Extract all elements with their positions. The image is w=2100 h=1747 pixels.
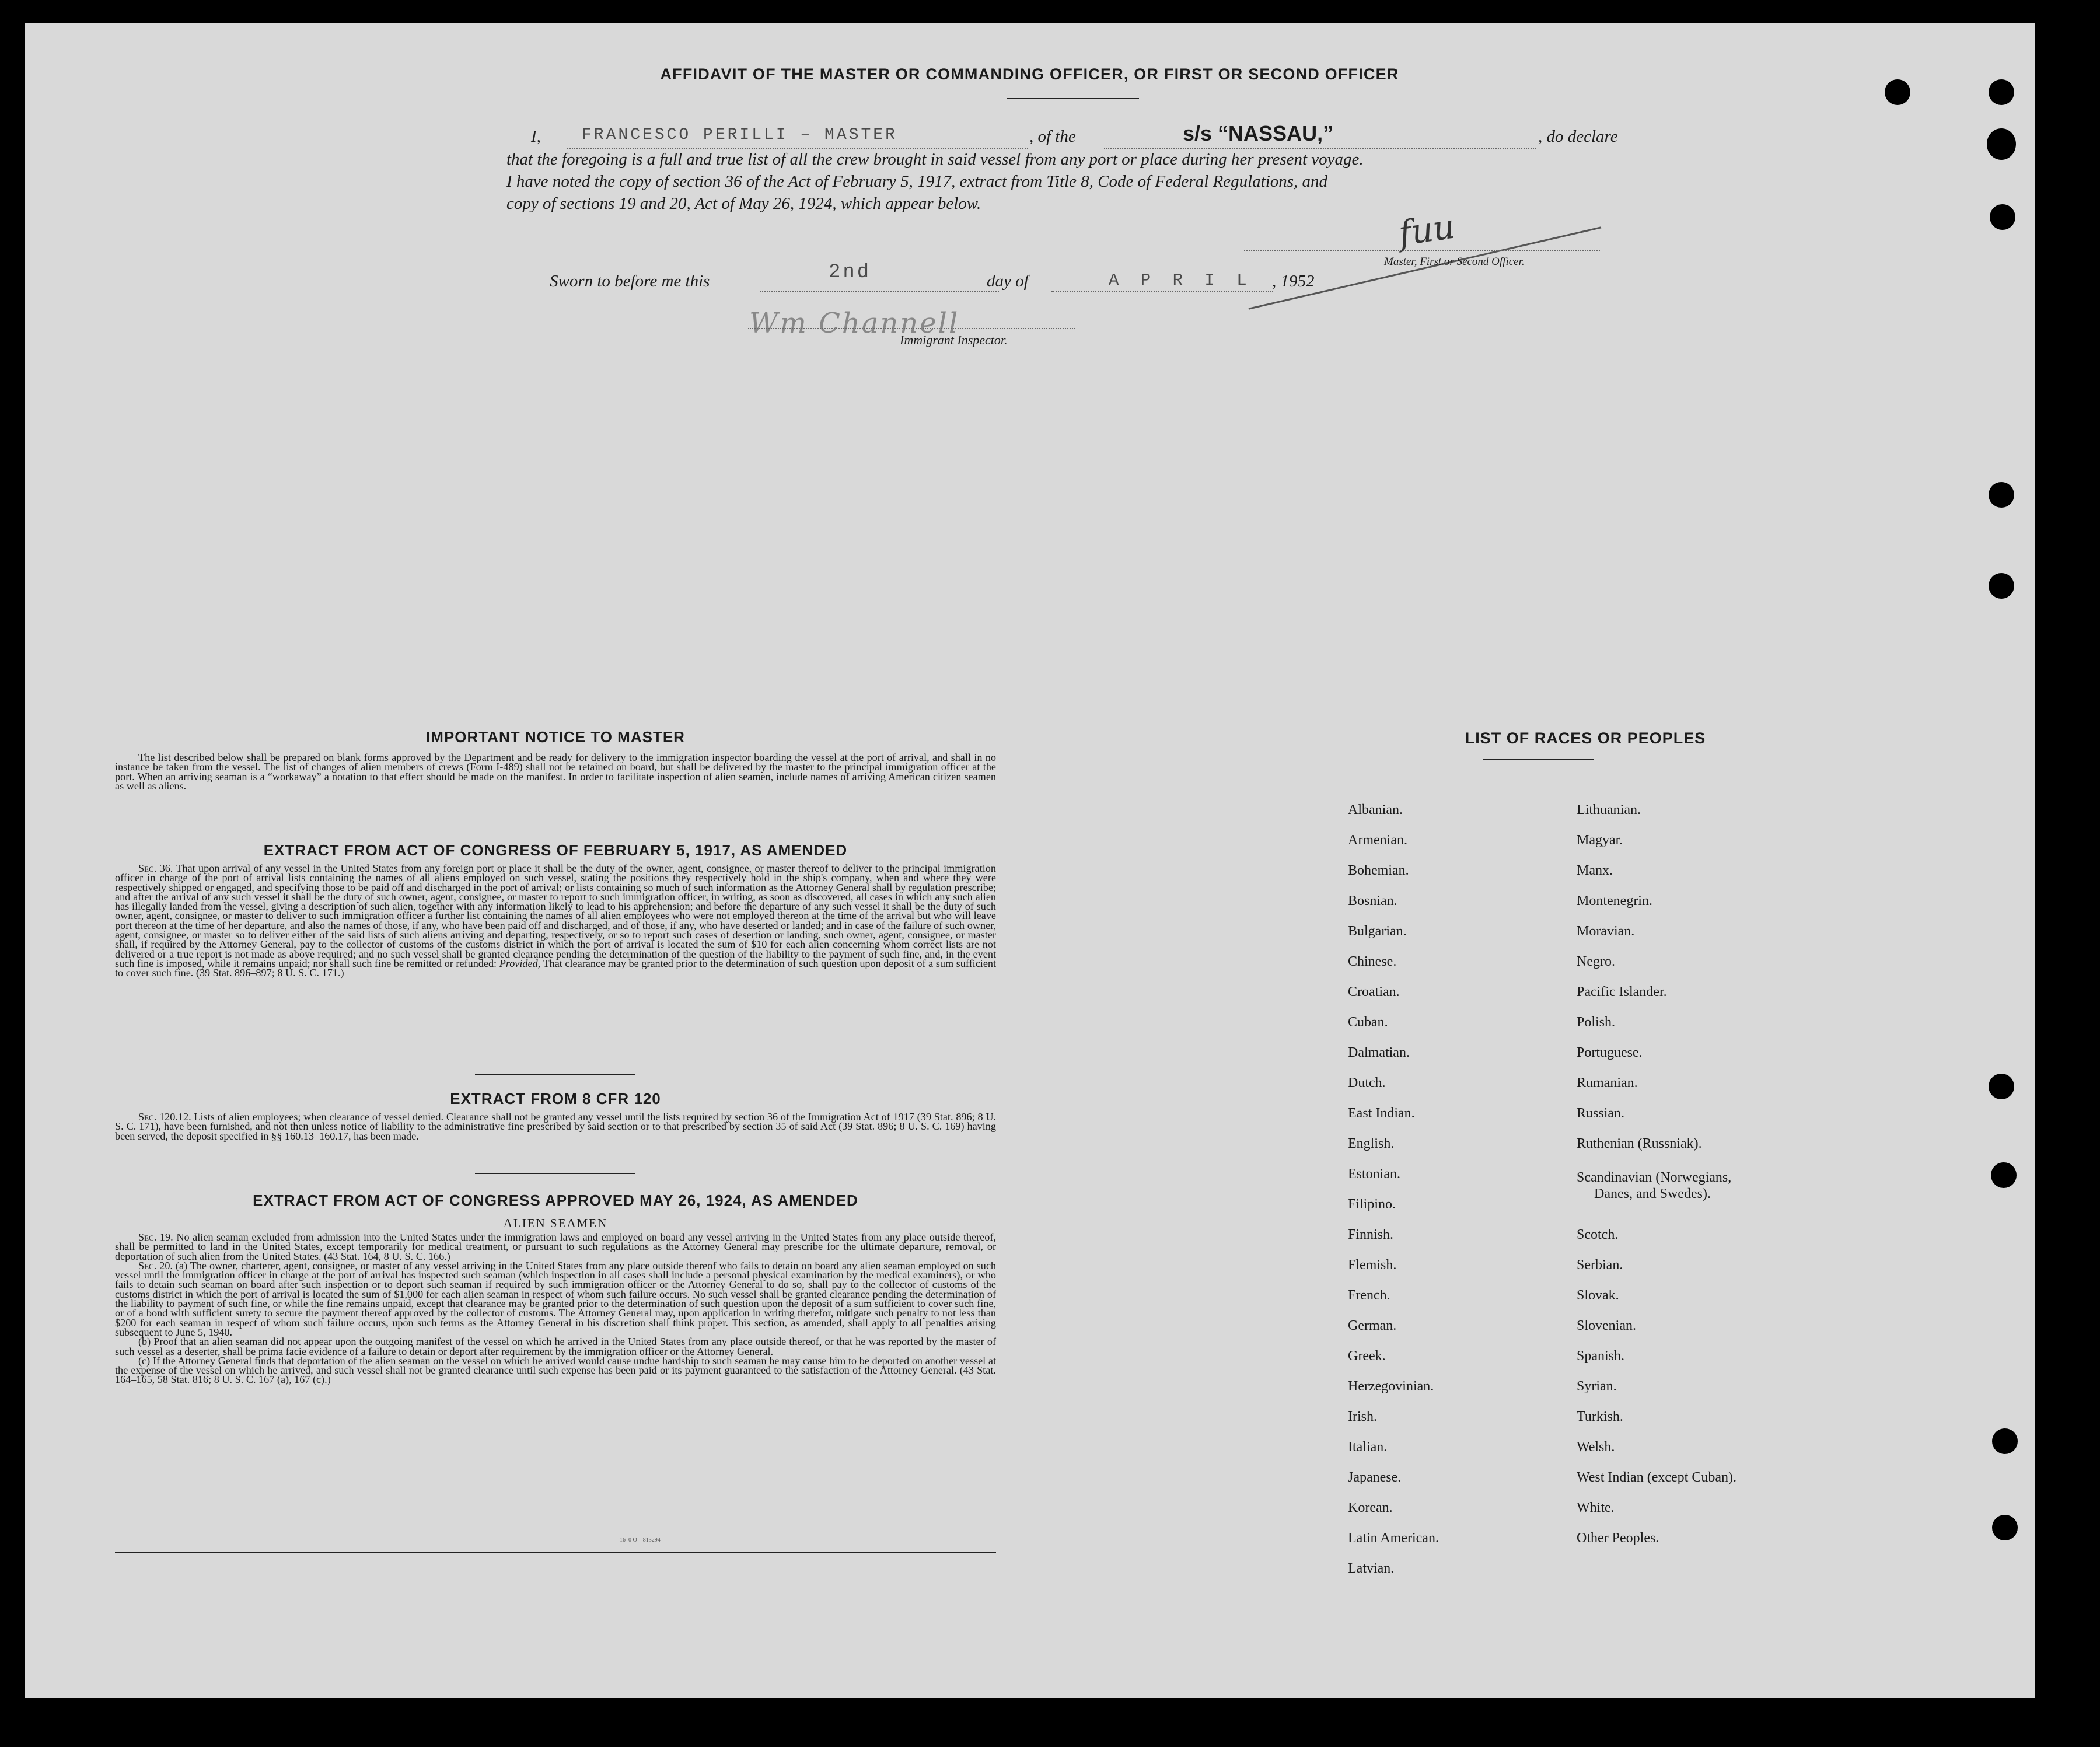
extract-1917-paragraph bbox=[115, 864, 996, 978]
race-item-left: Korean. bbox=[1348, 1500, 1393, 1515]
sworn-month: A P R I L bbox=[1109, 271, 1253, 290]
notice-text: The list described below shall be prepared on blank forms approved by the Department and be ready for delivery to the immigration inspector boarding the vessel at the port of arrival, and shall in no instance be taken from the vessel. The list of changes of alien members of crews (Form I-489) shall not be retained on board, but shall be delivered by the master to the principal immigration officer at the port. When an arriving seaman is a “workaway” a notation to that effect should be made on the manifest. In order to facilitate inspection of alien seamen, include names of arriving American citizen seamen as well as aliens. bbox=[115, 752, 996, 792]
alien-seamen-subtitle: ALIEN SEAMEN bbox=[503, 1216, 608, 1230]
extract-cfr-title: EXTRACT FROM 8 CFR 120 bbox=[450, 1090, 661, 1107]
sworn-year: , 1952 bbox=[1272, 272, 1315, 291]
day-of-label: day of bbox=[987, 272, 1029, 291]
extract-1924-paragraph bbox=[115, 1232, 996, 1385]
race-item-left: Italian. bbox=[1348, 1439, 1388, 1455]
day-fill-line bbox=[760, 291, 999, 292]
race-item-right: Pacific Islander. bbox=[1577, 984, 1667, 1000]
extract-cfr-paragraph bbox=[115, 1112, 996, 1141]
race-item-right: Polish. bbox=[1577, 1015, 1616, 1030]
race-item-right: Negro. bbox=[1577, 954, 1615, 969]
race-item-right: Syrian. bbox=[1577, 1379, 1617, 1394]
of-the-label: , of the bbox=[1029, 127, 1076, 146]
race-item-right: Danes, and Swedes). bbox=[1594, 1186, 1711, 1201]
sec-36-text: That upon arrival of any vessel in the United States from any foreign port or place it shall be the duty of the owner, agent, consignee, or master thereof to deliver to the principal immigration officer in charge of the port of arrival lists containing the names of all aliens employed on such vessel, stating the positions they respectively hold in the ship's company, when and where they were respectively shipped or engaged, and specifying those to be paid off and discharged in the port of arrival; or lists containing so much of such information as the Attorney General shall by regulation prescribe; and after the arrival of any such vessel it shall be the duty of such owner, agent, consignee, or master to report to such immigration officer, in writing, as soon as discovered, all cases in which any such alien has illegally landed from the vessel, giving a description of such alien, together with any information likely to lead to his apprehension; and before the departure of any such vessel it shall be the duty of such owner, agent, consignee, or master to deliver to such immigration officer a further list containing the names of all alien employees who were not employed thereon at the time of the arrival but who will leave port thereon at the time of her departure, and also the names of those, if any, who have been paid off and discharged, and of those, if any, who have deserted or landed; and in case of the failure of such owner, agent, consignee, or master so to deliver either of the said lists of such aliens arriving and departing, respectively, or so to report such cases of desertion or landing, such owner, agent, consignee, or master shall, if required by the Attorney General, pay to the collector of customs of the customs district in which the port of arrival is located the sum of $10 for each alien concerning whom correct lists are not delivered or a true report is not made as above required; and no such vessel shall be granted clearance pending the determination of the question of the liability to the payment of such fine, and, in the event such fine is imposed, while it remains unpaid; nor shall such fine be remitted or refunded: bbox=[115, 862, 996, 969]
divider-1 bbox=[475, 1074, 635, 1075]
race-item-left: East Indian. bbox=[1348, 1106, 1415, 1121]
binder-hole bbox=[1989, 482, 2014, 508]
vessel-fill-line bbox=[1104, 148, 1536, 149]
extract-1917-title: EXTRACT FROM ACT OF CONGRESS OF FEBRUARY 5, 1917, AS AMENDED bbox=[263, 841, 848, 859]
binder-hole bbox=[1987, 128, 2016, 160]
races-title: LIST OF RACES OR PEOPLES bbox=[1465, 729, 1706, 747]
race-item-left: English. bbox=[1348, 1136, 1395, 1151]
race-item-left: Herzegovinian. bbox=[1348, 1379, 1434, 1394]
binder-hole bbox=[1989, 79, 2014, 105]
race-item-right: Montenegrin. bbox=[1577, 893, 1652, 909]
affidavit-title: AFFIDAVIT OF THE MASTER OR COMMANDING OFFICER, OR FIRST OR SECOND OFFICER bbox=[660, 65, 1399, 83]
sec-120-label: Sec. 120.12. bbox=[138, 1111, 191, 1123]
binder-hole bbox=[1991, 1162, 2017, 1188]
race-item-right: Portuguese. bbox=[1577, 1045, 1643, 1060]
race-item-left: Dalmatian. bbox=[1348, 1045, 1410, 1060]
name-fill-line bbox=[567, 148, 1028, 149]
race-item-left: Bosnian. bbox=[1348, 893, 1397, 909]
binder-hole bbox=[1989, 1074, 2014, 1099]
binder-hole bbox=[1989, 573, 2014, 599]
inspector-caption: Immigrant Inspector. bbox=[900, 333, 1008, 347]
binder-hole bbox=[1990, 204, 2015, 230]
inspector-signature: Wm Channell bbox=[749, 307, 960, 340]
binder-hole bbox=[1885, 79, 1910, 105]
race-item-left: Bohemian. bbox=[1348, 863, 1409, 878]
race-item-left: Armenian. bbox=[1348, 833, 1407, 848]
race-item-left: Bulgarian. bbox=[1348, 924, 1407, 939]
race-item-right: Magyar. bbox=[1577, 833, 1623, 848]
race-item-right: Lithuanian. bbox=[1577, 802, 1641, 817]
race-item-right: Welsh. bbox=[1577, 1439, 1615, 1455]
do-declare-label: , do declare bbox=[1538, 127, 1618, 146]
race-item-right: Turkish. bbox=[1577, 1409, 1623, 1424]
document-page bbox=[25, 23, 2035, 1698]
extract-1924-title: EXTRACT FROM ACT OF CONGRESS APPROVED MAY 26, 1924, AS AMENDED bbox=[253, 1192, 858, 1209]
race-item-left: Croatian. bbox=[1348, 984, 1400, 1000]
sec-20-label: Sec. 20. bbox=[138, 1259, 173, 1271]
affidavit-line-1 bbox=[506, 127, 541, 146]
race-item-right: White. bbox=[1577, 1500, 1615, 1515]
binder-hole bbox=[1992, 1428, 2018, 1454]
race-item-left: Latvian. bbox=[1348, 1561, 1395, 1576]
sec-20b-text: (b) Proof that an alien seaman did not appear upon the outgoing manifest of the vessel on which he arrived in the United States from any place outside thereof, or that he was reported by the master of such vessel as a deserter, shall be prima facie evidence of a failure to detain or deport after requirement by the immigration officer or the Attorney General. bbox=[115, 1336, 996, 1357]
race-item-right: Russian. bbox=[1577, 1106, 1625, 1121]
binder-hole bbox=[1992, 1515, 2018, 1540]
print-code: 16–0 O – 813294 bbox=[620, 1537, 661, 1543]
race-item-right: West Indian (except Cuban). bbox=[1577, 1470, 1736, 1485]
race-item-right: Ruthenian (Russniak). bbox=[1577, 1136, 1702, 1151]
race-item-left: Chinese. bbox=[1348, 954, 1397, 969]
race-item-left: Dutch. bbox=[1348, 1075, 1386, 1091]
race-item-left: Albanian. bbox=[1348, 802, 1403, 817]
race-item-right: Rumanian. bbox=[1577, 1075, 1638, 1091]
race-item-left: German. bbox=[1348, 1318, 1397, 1333]
race-item-left: Greek. bbox=[1348, 1348, 1386, 1364]
sec-120-text: Lists of alien employees; when clearance of vessel denied. Clearance shall not be granted any vessel until the lists required by section 36 of the Immigration Act of 1917 (39 Stat. 896; 8 U. S. C. 171), have been furnished, and not then unless notice of liability to the administrative fine prescribed by said section or to that prescribed by section 35 of said Act (39 Stat. 896; 8 U. S. C. 169) having been served, the deposit specified in §§ 160.13–160.17, has been made. bbox=[115, 1111, 997, 1142]
i-label: I, bbox=[531, 127, 541, 146]
inspector-signature-line bbox=[748, 328, 1075, 329]
race-item-right: Scandinavian (Norwegians, bbox=[1577, 1170, 1732, 1185]
sworn-label: Sworn to before me this bbox=[550, 272, 710, 291]
race-item-right: Spanish. bbox=[1577, 1348, 1625, 1364]
race-item-right: Serbian. bbox=[1577, 1257, 1623, 1273]
proviso-text: That clearance may be granted prior to the determination of such question upon deposit of a sum sufficient to cover such fine. (39 Stat. 896–897; 8 U. S. C. 171.) bbox=[115, 957, 997, 979]
race-item-right: Slovak. bbox=[1577, 1288, 1619, 1303]
races-title-rule bbox=[1483, 759, 1594, 760]
race-item-right: Moravian. bbox=[1577, 924, 1635, 939]
affidavit-line-4: copy of sections 19 and 20, Act of May 26, 1924, which appear below. bbox=[506, 194, 981, 213]
master-caption: Master, First or Second Officer. bbox=[1384, 256, 1525, 268]
race-item-left: Filipino. bbox=[1348, 1197, 1396, 1212]
sec-19-text: No alien seaman excluded from admission into the United States under the immigration laws and employed on board any vessel arriving in the United States from any place outside thereof, shall be permitted to land in the United States, except temporarily for medical treatment, or pursuant to such regulations as the Attorney General may prescribe for the ultimate departure, removal, or deportation of such alien from the United States. (43 Stat. 164, 8 U. S. C. 166.) bbox=[115, 1231, 996, 1262]
affidavit-line-2: that the foregoing is a full and true list of all the crew brought in said vessel from any port or place during her present voyage. bbox=[506, 150, 1364, 169]
sec-36-label: Sec. 36. bbox=[138, 862, 173, 874]
master-name: FRANCESCO PERILLI – MASTER bbox=[582, 126, 897, 144]
race-item-left: Flemish. bbox=[1348, 1257, 1397, 1273]
sec-19-label: Sec. 19. bbox=[138, 1231, 173, 1243]
race-item-left: Irish. bbox=[1348, 1409, 1377, 1424]
race-item-right: Slovenian. bbox=[1577, 1318, 1636, 1333]
notice-title: IMPORTANT NOTICE TO MASTER bbox=[426, 728, 685, 746]
race-item-left: Latin American. bbox=[1348, 1531, 1439, 1546]
race-item-right: Scotch. bbox=[1577, 1227, 1619, 1242]
race-item-right: Other Peoples. bbox=[1577, 1531, 1659, 1546]
race-item-left: Cuban. bbox=[1348, 1015, 1388, 1030]
sec-20c-text: (c) If the Attorney General finds that deportation of the alien seaman on the vessel on which he arrived would cause undue hardship to such seaman he may cause him to be deported on another vessel at the expense of the vessel on which he arrived, and such vessel shall not be granted clearance until such expense has been paid or its payment guaranteed to the satisfaction of the Attorney General. (43 Stat. 164–165, 58 Stat. 816; 8 U. S. C. 167 (a), 167 (c).) bbox=[115, 1354, 996, 1386]
sworn-day: 2nd bbox=[829, 261, 872, 284]
master-signature: fuu bbox=[1396, 206, 1458, 254]
bottom-rule bbox=[115, 1552, 996, 1553]
race-item-left: French. bbox=[1348, 1288, 1390, 1303]
sec-20-text: (a) The owner, charterer, agent, consignee, or master of any vessel arriving in the United States from any place outside thereof who fails to detain on board any alien seaman employed on such vessel until the immigration officer in charge at the port of arrival has inspected such seaman (which inspection in all cases shall include a personal physical examination by the medical examiners), or who fails to detain such seaman on board after such inspection or to deport such seaman if required by such immigration officer or the Attorney General to do so, shall pay to the collector of customs of the customs district in which the port of arrival is located the sum of $1,000 for each alien seaman in respect of whom such failure occurs. No such vessel shall be granted clearance pending the determination of the liability to payment of such fine, or while the fine remains unpaid, except that clearance may be granted prior to the determination of such question upon the deposit of a sum sufficient to cover such fine, or of a bond with sufficient surety to secure the payment thereof approved by the collector of customs. The Attorney General may, upon application in writing therefor, mitigate such penalty to not less than $200 for each seaman in respect of whom such failure occurs, upon such terms as the Attorney General in his discretion shall think proper. This section, as amended, shall apply to all penalties arising subsequent to June 5, 1940. bbox=[115, 1259, 996, 1338]
month-fill-line bbox=[1051, 291, 1273, 292]
notice-paragraph bbox=[115, 753, 996, 791]
race-item-left: Estonian. bbox=[1348, 1166, 1400, 1182]
divider-2 bbox=[475, 1173, 635, 1174]
race-item-left: Japanese. bbox=[1348, 1470, 1402, 1485]
race-item-right: Manx. bbox=[1577, 863, 1613, 878]
proviso-label: Provided, bbox=[499, 957, 541, 969]
title-rule bbox=[1007, 98, 1139, 99]
race-item-left: Finnish. bbox=[1348, 1227, 1394, 1242]
master-signature-line bbox=[1244, 250, 1600, 251]
vessel-name: s/s “NASSAU,” bbox=[1183, 121, 1334, 145]
affidavit-line-3: I have noted the copy of section 36 of the Act of February 5, 1917, extract from Title 8, Code of Federal Regulations, and bbox=[506, 172, 1328, 191]
